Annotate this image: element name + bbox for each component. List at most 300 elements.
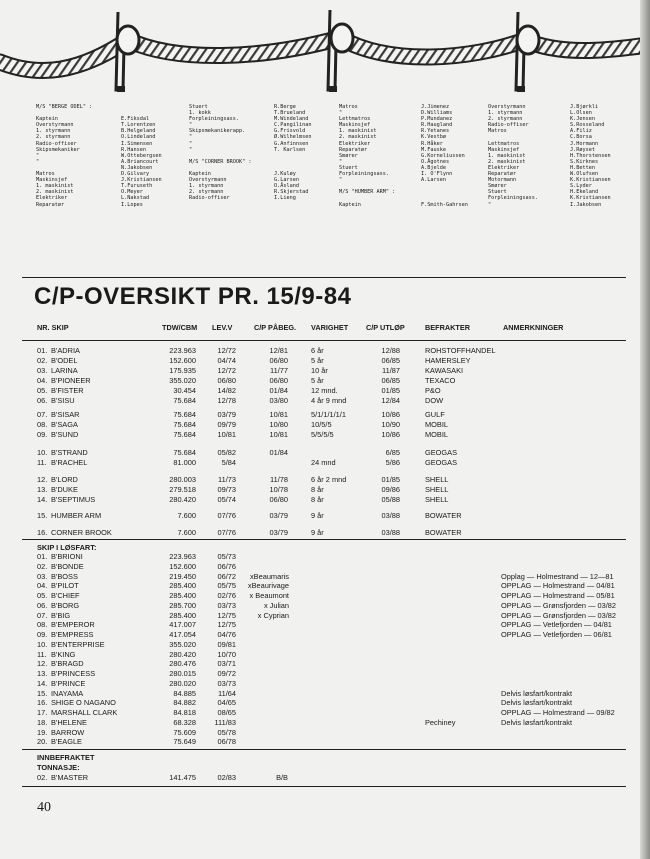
cell-skip: B'DUKE <box>51 485 78 494</box>
cell-nr: 06. <box>37 600 48 610</box>
crew-name: G.Larsen <box>274 177 299 184</box>
cell-nr: 11. <box>37 458 47 467</box>
cell-varighet: 6 år 2 mnd <box>311 475 347 484</box>
crew-name: A.Larsen <box>421 177 446 184</box>
crew-role: " <box>189 134 193 141</box>
cell-skip: B'PILOT <box>51 581 79 591</box>
table-row <box>0 708 650 718</box>
crew-role: Kaptein <box>189 171 211 178</box>
crew-name: K.Kristiansen <box>570 177 611 184</box>
crew-name: W.Ottebergsen <box>121 152 162 159</box>
table-row <box>0 620 650 630</box>
cell-cp-utlop: 10/86 <box>381 410 400 419</box>
crew-role: Elektriker <box>488 164 520 171</box>
cell-tdw: 152.600 <box>169 561 196 571</box>
crew-name: Ø.Wilhelmsen <box>274 134 312 141</box>
crew-name: G.Frisvold <box>274 128 306 135</box>
header-tdw: TDW/CBM <box>162 323 198 332</box>
crew-role: 2. styrmann <box>488 116 523 123</box>
crew-name: R.Håker <box>421 140 443 147</box>
crew-name: T.Furuseth <box>121 183 153 190</box>
cell-former-name: xBeaurivage <box>247 581 289 591</box>
cell-lev: 03/71 <box>217 659 236 669</box>
crew-role: 2. styrmann <box>36 134 71 141</box>
table-row <box>0 773 650 783</box>
page-number: 40 <box>37 800 51 815</box>
crew-role: " <box>189 146 193 153</box>
crew-name: T.Lorentzen <box>121 122 156 129</box>
cell-tdw: 84.882 <box>173 698 196 708</box>
cell-skip: B'BONDE <box>51 561 84 571</box>
crew-name: T. Karlsen <box>274 146 306 153</box>
table-row <box>0 669 650 679</box>
cell-varighet: 6 år <box>311 346 324 355</box>
cell-tdw: 175.935 <box>169 366 196 375</box>
cell-nr: 06. <box>37 396 48 405</box>
cell-skip: HUMBER ARM <box>51 511 102 520</box>
crew-role: Radio-offiser <box>189 195 230 202</box>
crew-role: 1. styrmann <box>189 183 224 190</box>
crew-role: Maskinsjef <box>488 146 520 153</box>
cell-varighet: 8 år <box>311 495 324 504</box>
cell-befrakter: GULF <box>425 410 445 419</box>
table-row <box>0 572 650 582</box>
table-row <box>0 601 650 611</box>
cell-tdw: 141.475 <box>169 773 196 782</box>
cell-lev: 06/76 <box>217 561 236 571</box>
crew-role: 1. maskinist <box>488 152 526 159</box>
table-row <box>0 640 650 650</box>
crew-list <box>36 104 636 274</box>
cell-cp-pabeg: 01/84 <box>269 386 288 395</box>
cell-nr: 15. <box>37 511 48 520</box>
crew-role: Stuert <box>189 104 208 110</box>
crew-role: Reparatør <box>488 171 517 178</box>
cell-nr: 03. <box>37 571 48 581</box>
title-rule-top <box>22 277 626 278</box>
cell-cp-utlop: 10/90 <box>381 420 400 429</box>
cell-varighet: 5/1/1/1/1/1 <box>311 410 346 419</box>
crew-name: I.Jakobsen <box>570 201 602 208</box>
cell-tdw: 7.600 <box>177 511 196 520</box>
cell-cp-utlop: 5/86 <box>385 458 400 467</box>
header-anmerkninger: ANMERKNINGER <box>503 323 564 332</box>
cell-cp-pabeg: 01/84 <box>269 448 288 457</box>
cell-tdw: 417.007 <box>169 620 196 630</box>
cell-varighet: 4 år 9 mnd <box>311 396 347 405</box>
crew-role: Stuert <box>339 164 358 171</box>
cell-befrakter: P&O <box>425 386 441 395</box>
crew-role: 2. maskinist <box>488 158 526 165</box>
cell-nr: 11. <box>37 649 47 659</box>
crew-name: L.Nakstad <box>121 195 150 202</box>
cell-skip: INAYAMA <box>51 688 84 698</box>
crew-name: D.Gilvary <box>121 171 150 178</box>
cell-varighet: 5 år <box>311 356 324 365</box>
crew-name: T.Brueland <box>274 110 306 117</box>
cell-cp-pabeg: 03/79 <box>269 511 288 520</box>
crew-name: K.Jensen <box>570 116 595 123</box>
cell-tdw: 280.420 <box>169 649 196 659</box>
crew-role: 1. maskinist <box>339 128 377 135</box>
header-cp-pabeg: C/P PÅBEG. <box>254 323 297 332</box>
cell-befrakter: TEXACO <box>425 376 456 385</box>
cell-nr: 19. <box>37 727 48 737</box>
cell-cp-utlop: 11/87 <box>382 366 400 375</box>
crew-name: R.Hansen <box>121 146 146 153</box>
cell-anmerkning: OPPLAG — Grønsfjorden — 03/82 <box>501 610 617 620</box>
cell-anmerkning: OPPLAG — Vetlefjorden — 04/81 <box>501 620 612 630</box>
crew-role: Stuert <box>488 189 507 196</box>
cell-tdw: 285.400 <box>169 610 196 620</box>
crew-name: C.Borsa <box>570 134 592 141</box>
rope-illustration <box>0 0 640 100</box>
cell-cp-pabeg: 10/78 <box>269 485 288 494</box>
cell-cp-utlop: 01/85 <box>381 475 400 484</box>
cell-anmerkning: Opplag — Holmestrand — 12—81 <box>501 571 614 581</box>
cell-lev: 12/78 <box>217 396 236 405</box>
cell-lev: 10/70 <box>217 649 236 659</box>
cell-skip: B'HELENE <box>51 717 87 727</box>
cell-tdw: 75.684 <box>173 448 196 457</box>
cell-cp-pabeg: 10/81 <box>269 410 288 419</box>
cell-nr: 07. <box>37 610 48 620</box>
crew-name: A.Filiz <box>570 128 592 135</box>
cell-skip: B'STRAND <box>51 448 88 457</box>
cell-skip: B'ODEL <box>51 356 78 365</box>
section-rule-los <box>22 539 626 540</box>
table-row <box>0 581 650 591</box>
cell-skip: B'SUND <box>51 430 79 439</box>
crew-name: F.Smith-Gahrsen <box>421 201 468 208</box>
cell-befrakter: DOW <box>425 396 444 405</box>
cell-lev: 09/81 <box>217 639 236 649</box>
cell-cp-pabeg: 06/80 <box>269 495 288 504</box>
section-title-losfart: SKIP I LØSFART: <box>37 543 97 552</box>
table-row <box>0 495 650 505</box>
crew-name: I. O'Flynn <box>421 171 453 178</box>
cell-varighet: 8 år <box>311 485 324 494</box>
cell-befrakter: BOWATER <box>425 511 462 520</box>
cell-befrakter: BOWATER <box>425 528 462 537</box>
cell-skip: B'MASTER <box>51 773 89 782</box>
cell-cp-pabeg: 03/79 <box>269 528 288 537</box>
table-row <box>0 737 650 747</box>
cell-cp-utlop: 03/88 <box>381 511 400 520</box>
cell-cp-pabeg: 06/80 <box>269 356 288 365</box>
cell-tdw: 355.020 <box>169 376 196 385</box>
cell-skip: B'SISU <box>51 396 75 405</box>
cell-nr: 07. <box>37 410 48 419</box>
cell-nr: 13. <box>37 669 48 678</box>
crew-name: O.Lindeland <box>121 134 156 141</box>
header-varighet: VARIGHET <box>311 323 349 332</box>
crew-column <box>189 104 312 202</box>
cell-varighet: 9 år <box>311 511 324 520</box>
cell-befrakter: Pechiney <box>425 717 456 727</box>
cell-lev: 05/74 <box>217 495 236 504</box>
crew-role: Smører <box>488 183 507 190</box>
cell-skip: B'EMPEROR <box>51 620 95 630</box>
crew-name: R.Skjerstad <box>274 189 309 196</box>
cell-skip: LARINA <box>51 366 78 375</box>
cell-nr: 12. <box>37 659 48 669</box>
cell-cp-pabeg: 11/78 <box>270 475 288 484</box>
cell-anmerkning: Delvis løsfart/kontrakt <box>501 688 573 698</box>
cell-cp-utlop: 09/86 <box>381 485 400 494</box>
crew-name: I.Lieng <box>274 195 296 202</box>
cell-skip: B'BIG <box>51 610 71 620</box>
crew-role: " <box>339 177 343 184</box>
cell-nr: 01. <box>37 346 48 355</box>
table-row <box>0 511 650 521</box>
crew-name: J.Kuløy <box>274 171 296 178</box>
table-row <box>0 420 650 430</box>
cell-skip: B'CHIEF <box>51 591 80 600</box>
cell-cp-utlop: 01/85 <box>381 386 400 395</box>
crew-role: Maskinsjef <box>36 177 68 184</box>
cell-tdw: 7.600 <box>177 528 196 537</box>
page-title: C/P-OVERSIKT PR. 15/9-84 <box>34 283 352 310</box>
cell-nr: 16. <box>37 698 48 708</box>
cell-lev: 04/74 <box>217 356 236 365</box>
cell-cp-utlop: 06/85 <box>381 356 400 365</box>
crew-role: Overstyrmann <box>36 122 74 129</box>
cell-anmerkning: Delvis løsfart/kontrakt <box>501 698 573 708</box>
crew-role: Motormann <box>488 177 517 184</box>
table-row <box>0 562 650 572</box>
crew-role: Lettmatros <box>339 116 371 123</box>
crew-name: G.Anfinnsen <box>274 140 309 147</box>
crew-name: H.Ekeland <box>570 189 599 196</box>
cell-lev: 05/78 <box>217 727 236 737</box>
cell-former-name: xBeaumaris <box>249 571 289 581</box>
cell-varighet: 10/5/5 <box>311 420 332 429</box>
crew-role: " <box>36 158 40 165</box>
cell-lev: 02/83 <box>217 773 236 782</box>
table-row <box>0 552 650 562</box>
crew-name: D.Williams <box>421 110 453 117</box>
crew-column <box>339 104 468 208</box>
table-row <box>0 659 650 669</box>
cell-varighet: 5/5/5/5 <box>311 430 334 439</box>
cell-former-name: x Julian <box>263 600 289 610</box>
cell-befrakter: HAMERSLEY <box>425 356 471 365</box>
cell-nr: 02. <box>37 356 48 365</box>
crew-role: " <box>189 122 193 129</box>
cell-tdw: 285.400 <box>169 581 196 591</box>
cell-cp-pabeg: 03/80 <box>269 396 288 405</box>
cell-nr: 10. <box>37 639 48 649</box>
section-title-tonnasje: TONNASJE: <box>37 763 80 772</box>
cell-nr: 17. <box>37 708 48 717</box>
crew-role: 2. maskinist <box>339 134 377 141</box>
cell-cp-pabeg: 11/77 <box>270 366 288 375</box>
crew-role: Radio-offiser <box>488 122 529 129</box>
cell-nr: 04. <box>37 581 48 591</box>
cell-former-name: x Cyprian <box>257 610 289 620</box>
cell-befrakter: SHELL <box>425 485 449 494</box>
crew-role: 1. styrmann <box>36 128 71 135</box>
cell-lev: 05/82 <box>217 448 236 457</box>
cell-nr: 09. <box>37 630 48 639</box>
cell-varighet: 12 mnd. <box>311 386 338 395</box>
crew-role: M/S "CORNER BROOK" : <box>189 158 252 165</box>
cell-cp-pabeg: 06/80 <box>269 376 288 385</box>
cell-tdw: 81.000 <box>173 458 196 467</box>
cell-anmerkning: OPPLAG — Grønsfjorden — 03/82 <box>501 600 617 610</box>
cell-tdw: 279.518 <box>169 485 196 494</box>
crew-role: 2. styrmann <box>189 189 224 196</box>
cell-skip: B'EAGLE <box>51 737 82 747</box>
crew-role: 1. styrmann <box>488 110 523 117</box>
crew-name: C.Pangilinan <box>274 122 312 129</box>
table-row <box>0 679 650 689</box>
table-row <box>0 528 650 538</box>
cell-lev: 03/79 <box>217 410 236 419</box>
cell-cp-utlop: 10/86 <box>381 430 400 439</box>
cell-skip: B'SEPTIMUS <box>51 495 96 504</box>
cell-nr: 16. <box>37 528 48 537</box>
crew-name: E.Fiksdal <box>121 116 150 123</box>
crew-role: Reparatør <box>339 146 368 153</box>
section-rule-inn <box>22 749 626 750</box>
cell-tdw: 152.600 <box>169 356 196 365</box>
cell-skip: B'ADRIA <box>51 346 80 355</box>
cell-tdw: 355.020 <box>169 639 196 649</box>
cell-nr: 03. <box>37 366 48 375</box>
crew-role: " <box>339 110 343 117</box>
cell-tdw: 285.400 <box>169 591 196 600</box>
crew-entry <box>36 201 143 208</box>
cell-varighet: 24 mnd <box>311 458 336 467</box>
cell-nr: 04. <box>37 376 48 385</box>
cell-lev: 12/72 <box>217 346 236 355</box>
crew-name: A.Briancourt <box>121 158 159 165</box>
crew-role: Elektriker <box>36 195 68 202</box>
crew-entry <box>189 195 296 202</box>
bottom-rule <box>22 786 626 787</box>
cell-nr: 14. <box>37 495 48 504</box>
crew-name: A.Bjelde <box>421 164 446 171</box>
cell-tdw: 223.963 <box>169 552 196 561</box>
cell-lev: 03/73 <box>217 678 236 688</box>
cell-skip: B'RACHEL <box>51 458 88 467</box>
cell-lev: 11/73 <box>218 475 236 484</box>
crew-role: Maskinsjef <box>339 122 371 129</box>
table-row <box>0 376 650 386</box>
cell-tdw: 280.003 <box>169 475 196 484</box>
crew-role: Elektriker <box>339 140 371 147</box>
cell-lev: 10/81 <box>217 430 236 439</box>
crew-column <box>36 104 162 208</box>
cell-anmerkning: OPPLAG — Holmestrand — 04/81 <box>501 581 615 591</box>
crew-name: R.Yetanes <box>421 128 450 135</box>
crew-role: " <box>36 152 40 159</box>
cell-skip: B'BOSS <box>51 571 78 581</box>
cell-lev: 06/80 <box>217 376 236 385</box>
table-row <box>0 485 650 495</box>
cell-nr: 05. <box>37 386 48 395</box>
cell-tdw: 30.454 <box>173 386 196 395</box>
cell-nr: 13. <box>37 485 48 494</box>
section-title-innbefraktet: INNBEFRAKTET <box>37 753 95 762</box>
cell-tdw: 280.476 <box>169 659 196 669</box>
crew-role: Matros <box>488 128 507 135</box>
cell-skip: B'LORD <box>51 475 78 484</box>
cell-nr: 01. <box>37 552 48 561</box>
cell-skip: B'BORG <box>51 600 80 610</box>
cell-tdw: 68.328 <box>173 717 196 727</box>
cell-nr: 18. <box>37 717 48 727</box>
cell-lev: 05/73 <box>217 552 236 561</box>
cell-tdw: 223.963 <box>169 346 196 355</box>
cell-skip: B'ENTERPRISE <box>51 639 105 649</box>
crew-name: O.Ågotnes <box>421 158 450 165</box>
cell-befrakter: ROHSTOFFHANDEL <box>425 346 496 355</box>
crew-name: K.Vestbø <box>421 134 446 141</box>
cell-tdw: 417.054 <box>169 630 196 639</box>
cell-nr: 05. <box>37 591 48 600</box>
cell-lev: 05/75 <box>217 581 236 591</box>
table-row <box>0 611 650 621</box>
crew-role: M/S "BERGE ODEL" : <box>36 104 93 110</box>
cell-lev: 09/73 <box>217 485 236 494</box>
cell-skip: B'SAGA <box>51 420 78 429</box>
crew-name: I.Simensen <box>121 140 153 147</box>
cell-cp-utlop: 03/88 <box>381 528 400 537</box>
cell-skip: B'FISTER <box>51 386 84 395</box>
table-row <box>0 366 650 376</box>
cell-lev: 14/82 <box>217 386 236 395</box>
cell-varighet: 10 år <box>311 366 328 375</box>
cell-nr: 10. <box>37 448 48 457</box>
table-row <box>0 396 650 406</box>
cell-lev: 12/75 <box>217 620 236 630</box>
cell-cp-utlop: 12/84 <box>381 396 400 405</box>
crew-name: N.Jakobsen <box>121 164 153 171</box>
cell-befrakter: MOBIL <box>425 430 448 439</box>
cell-tdw: 280.020 <box>169 678 196 688</box>
header-befrakter: BEFRAKTER <box>425 323 470 332</box>
crew-role: Lettmatros <box>488 140 520 147</box>
cell-skip: B'PRINCE <box>51 678 86 688</box>
crew-role: 2. maskinist <box>36 189 74 196</box>
cell-lev: 06/78 <box>217 737 236 747</box>
crew-name: M.Fauske <box>421 146 446 153</box>
cell-tdw: 75.649 <box>173 737 196 747</box>
crew-role: Overstyrmann <box>189 177 227 184</box>
table-row <box>0 356 650 366</box>
cell-lev: 04/65 <box>217 698 236 708</box>
cell-befrakter: GEOGAS <box>425 458 458 467</box>
crew-role: Smører <box>339 152 358 159</box>
cell-lev: 09/72 <box>217 669 236 678</box>
crew-name: S.Rosseland <box>570 122 605 129</box>
cell-tdw: 75.684 <box>173 396 196 405</box>
crew-name: I.Lopes <box>121 201 143 208</box>
cell-lev: 02/76 <box>217 591 236 600</box>
table-row <box>0 430 650 440</box>
cell-befrakter: SHELL <box>425 495 449 504</box>
cell-skip: B'PIONEER <box>51 376 91 385</box>
crew-name: K.Kristiansen <box>570 195 611 202</box>
crew-name: H.Betten <box>570 164 595 171</box>
cell-skip: B'BRIONI <box>51 552 83 561</box>
crew-role: Kaptein <box>36 116 58 123</box>
cell-lev: 06/72 <box>217 571 236 581</box>
crew-role: Matros <box>339 104 358 110</box>
